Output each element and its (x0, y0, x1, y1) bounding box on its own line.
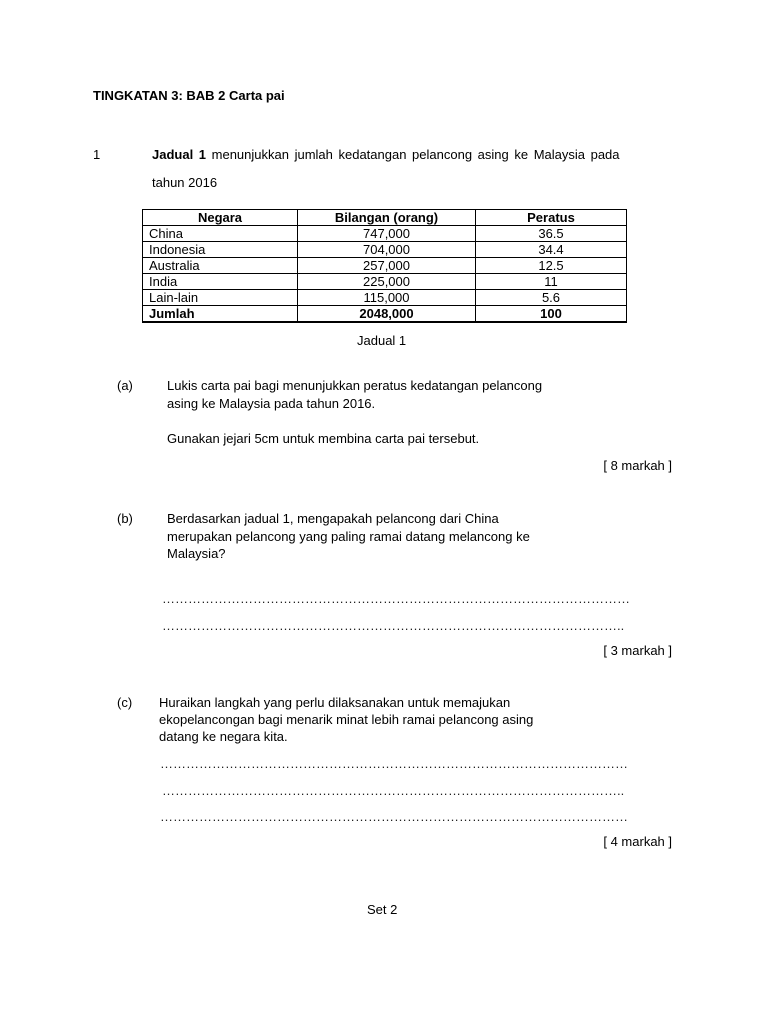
cell-total-label: Jumlah (143, 306, 298, 323)
cell-country: India (143, 274, 298, 290)
cell-total-count: 2048,000 (298, 306, 476, 323)
question-number: 1 (93, 147, 101, 162)
intro-bold-label: Jadual 1 (152, 147, 207, 162)
part-b-line2: merupakan pelancong yang paling ramai datang melancong ke (167, 529, 530, 544)
cell-count: 747,000 (298, 226, 476, 242)
table-row (143, 258, 627, 274)
part-c-line1: Huraikan langkah yang perlu dilaksanakan untuk memajukan (159, 695, 511, 710)
table-row (143, 226, 627, 242)
part-c-answer-line-2[interactable]: …………………………………………………………………………………………….. (162, 783, 625, 798)
column-header-peratus: Peratus (476, 210, 627, 226)
part-b-line3: Malaysia? (167, 546, 226, 561)
cell-percent: 36.5 (476, 226, 627, 242)
table-total-row (143, 306, 627, 323)
cell-percent: 34.4 (476, 242, 627, 258)
cell-country: China (143, 226, 298, 242)
cell-total-percent: 100 (476, 306, 627, 323)
table-row (143, 290, 627, 306)
cell-country: Lain-lain (143, 290, 298, 306)
part-c-answer-line-1[interactable]: ……………………………………………………………………………………………… (160, 756, 628, 771)
part-b-line1: Berdasarkan jadual 1, mengapakah pelancong dari China (167, 511, 499, 526)
question-intro (152, 147, 620, 163)
cell-percent: 5.6 (476, 290, 627, 306)
part-c-line3: datang ke negara kita. (159, 729, 288, 744)
table-row (143, 274, 627, 290)
part-b-answer-line-1[interactable]: ……………………………………………………………………………………………… (162, 591, 630, 606)
tourist-table (142, 209, 627, 323)
page-header: TINGKATAN 3: BAB 2 Carta pai (93, 88, 285, 103)
cell-count: 257,000 (298, 258, 476, 274)
part-c-label: (c) (117, 695, 133, 710)
cell-country: Australia (143, 258, 298, 274)
column-header-negara: Negara (143, 210, 298, 226)
part-c-marks: [ 4 markah ] (603, 834, 672, 849)
part-a-line3: Gunakan jejari 5cm untuk membina carta pai tersebut. (167, 431, 480, 446)
part-b-label: (b) (117, 511, 133, 526)
cell-count: 704,000 (298, 242, 476, 258)
table-row (143, 242, 627, 258)
cell-count: 115,000 (298, 290, 476, 306)
part-c-line2: ekopelancongan bagi menarik minat lebih ramai pelancong asing (159, 712, 534, 727)
page-footer: Set 2 (367, 902, 398, 917)
part-b-marks: [ 3 markah ] (603, 643, 672, 658)
part-c-answer-line-3[interactable]: ……………………………………………………………………………………………… (160, 809, 628, 824)
cell-percent: 12.5 (476, 258, 627, 274)
intro-text: menunjukkan jumlah kedatangan pelancong asing ke Malaysia pada (206, 147, 620, 162)
part-a-line1: Lukis carta pai bagi menunjukkan peratus kedatangan pelancong (167, 378, 543, 393)
part-a-line2: asing ke Malaysia pada tahun 2016. (167, 396, 376, 411)
cell-percent: 11 (476, 274, 627, 290)
question-intro-line2: tahun 2016 (152, 175, 218, 190)
cell-country: Indonesia (143, 242, 298, 258)
column-header-bilangan: Bilangan (orang) (298, 210, 476, 226)
table-caption: Jadual 1 (357, 333, 407, 348)
table-header-row (143, 210, 627, 226)
part-a-label: (a) (117, 378, 133, 393)
cell-count: 225,000 (298, 274, 476, 290)
part-b-answer-line-2[interactable]: …………………………………………………………………………………………….. (162, 618, 625, 633)
part-a-marks: [ 8 markah ] (603, 458, 672, 473)
